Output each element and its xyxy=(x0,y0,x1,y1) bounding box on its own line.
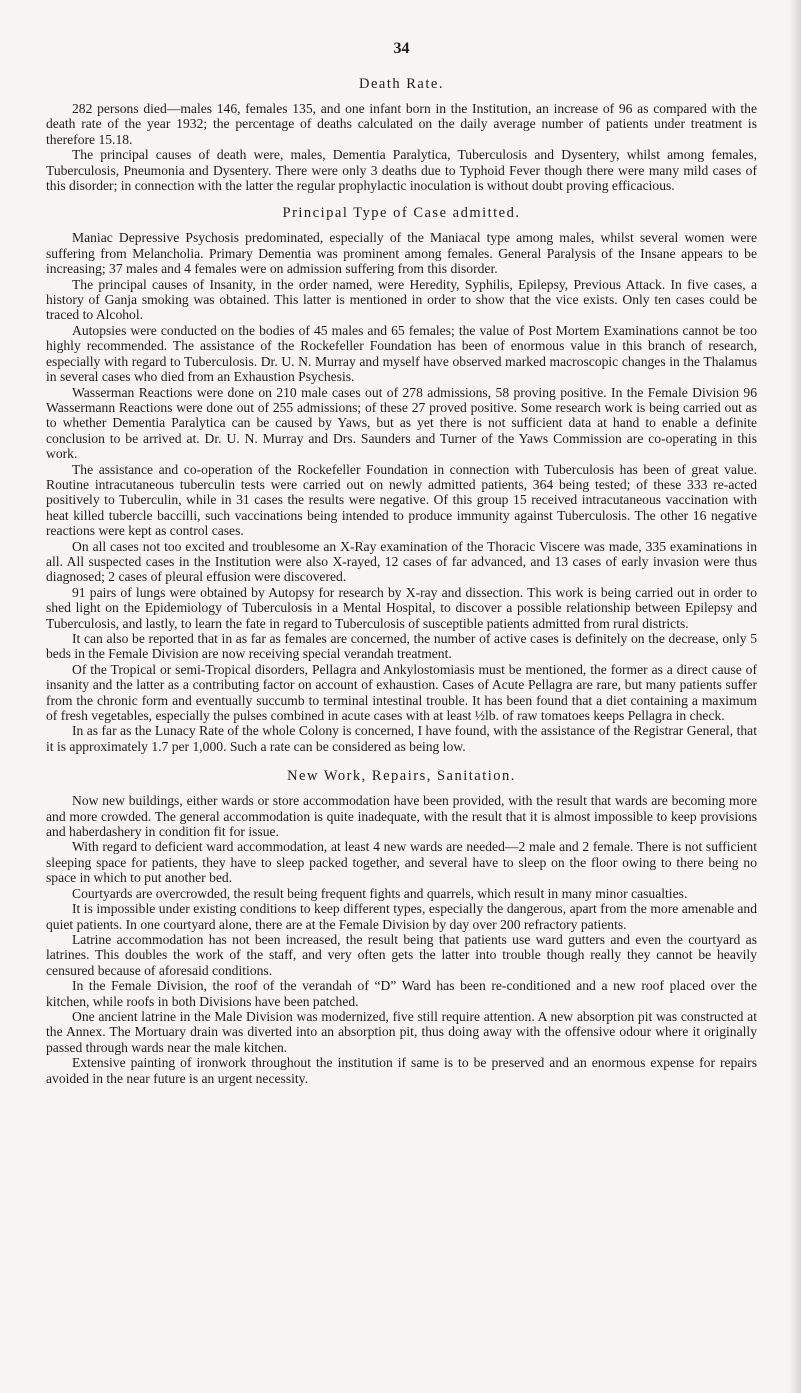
paragraph: The principal causes of death were, males, Dementia Paralytica, Tuberculosis and Dysentery, whilst among females, Tuberculosis, Pneumonia and Dysentery. There were only 3 deaths due to Typhoid Fever though there were many mild cases of this disorder; in connection with the latter the regular prophylactic inoculation is without doubt proving efficacious. xyxy=(46,147,757,194)
paragraph: Wasserman Reactions were done on 210 male cases out of 278 admissions, 58 proving positive. In the Female Division 96 Wassermann Reactions were done out of 255 admissions; of these 27 proved positive. Some research work is being carried out as to whether Dementia Paralytica can be caused by Yaws, but as yet there is not sufficient data at hand to enable a definite conclusion to be arrived at. Dr. U. N. Murray and Drs. Saunders and Turner of the Yaws Commission are co-operating in this work. xyxy=(46,384,757,462)
paragraph: The principal causes of Insanity, in the order named, were Heredity, Syphilis, Epilepsy, Previous Attack. In five cases, a history of Ganja smoking was obtained. This latter is mentioned in order to show that the vice exists. Only ten cases could be traced to Alcohol. xyxy=(46,276,757,323)
paragraph: Extensive painting of ironwork throughout the institution if same is to be preserved and an enormous expense for repairs avoided in the near future is an urgent necessity. xyxy=(46,1055,757,1086)
paragraph: In the Female Division, the roof of the verandah of “D” Ward has been re-conditioned and a new roof placed over the kitchen, while roofs in both Divisions have been patched. xyxy=(46,978,757,1009)
paragraph: Of the Tropical or semi-Tropical disorders, Pellagra and Ankylostomiasis must be mentioned, the former as a direct cause of insanity and the latter as a contributing factor on account of exhaustion. Cases of Acute Pellagra are rare, but many patients suffer from the chronic form and eventually succumb to terminal intestinal trouble. It has been found that a diet containing a maximum of fresh vegetables, especially the pulses combined in acute cases with at least ½lb. of raw tomatoes keeps Pellagra in check. xyxy=(46,661,757,724)
section-new-work xyxy=(46,768,757,1086)
section-heading: New Work, Repairs, Sanitation. xyxy=(287,768,516,785)
paragraph: Maniac Depressive Psychosis predominated, especially of the Maniacal type among males, whilst several women were suffering from Melancholia. Primary Dementia was prominent among females. General Paralysis of the Insane appears to be increasing; 37 males and 4 females were on admission suffering from this disorder. xyxy=(46,230,757,277)
section-principal-type xyxy=(46,205,757,754)
paragraph: Courtyards are overcrowded, the result being frequent fights and quarrels, which result in many minor casualties. xyxy=(72,885,688,901)
paragraph: On all cases not too excited and troublesome an X-Ray examination of the Thoracic Viscere was made, 335 examinations in all. All suspected cases in the Institution were also X-rayed, 12 cases of far advanced, and 13 cases of early invasion were thus diagnosed; 2 cases of pleural effusion were discovered. xyxy=(46,538,757,585)
paragraph: It is impossible under existing conditions to keep different types, especially the dangerous, apart from the more amenable and quiet patients. In one courtyard alone, there are at the Female Division by day over 200 refractory patients. xyxy=(46,901,757,932)
paragraph: 91 pairs of lungs were obtained by Autopsy for research by X-ray and dissection. This work is being carried out in order to shed light on the Epidemiology of Tuberculosis in a Mental Hospital, to discover a possible relationship between Epilepsy and Tuberculosis, and lastly, to learn the fate in regard to Tuberculosis of susceptible patients admitted from rural districts. xyxy=(46,584,757,631)
section-heading: Death Rate. xyxy=(359,76,444,92)
page-edge-shadow xyxy=(789,0,801,1393)
paragraph: One ancient latrine in the Male Division was modernized, five still require attention. A new absorption pit was constructed at the Annex. The Mortuary drain was diverted into an absorption pit, thus doing away with the offensive odour where it originally passed through wards near the male kitchen. xyxy=(46,1008,757,1055)
paragraph: In as far as the Lunacy Rate of the whole Colony is concerned, I have found, with the assistance of the Registrar General, that it is approximately 1.7 per 1,000. Such a rate can be considered as being low. xyxy=(46,723,757,754)
section-death-rate xyxy=(46,76,757,193)
paragraph: 282 persons died—males 146, females 135, and one infant born in the Institution, an increase of 96 as compared with the death rate of the year 1932; the percentage of deaths calculated on the daily average number of patients under treatment is therefore 15.18. xyxy=(46,101,757,147)
paragraph: Latrine accommodation has not been increased, the result being that patients use ward gutters and even the courtyard as latrines. This doubles the work of the staff, and very often gets the latter into trouble though really they cannot be heavily censured because of aforesaid conditions. xyxy=(46,931,757,978)
paragraph: The assistance and co-operation of the Rockefeller Foundation in connection with Tuberculosis has been of great value. Routine intracutaneous tuberculin tests were carried out on newly admitted patients, 364 being tested; of these 333 re-acted positively to Tuberculin, while in 31 cases the results were negative. Of this group 15 received intracutaneous vaccination with heat killed tubercle baccilli, such vaccinations being intended to produce immunity against Tuberculosis. The other 16 negative reactions were kept as control cases. xyxy=(46,461,757,539)
paragraph: It can also be reported that in as far as females are concerned, the number of active cases is definitely on the decrease, only 5 beds in the Female Division are now receiving special verandah treatment. xyxy=(46,631,757,662)
paragraph: Now new buildings, either wards or store accommodation have been provided, with the result that wards are becoming more and more crowded. The general accommodation is quite inadequate, with the result that it is almost impossible to keep provisions and haberdashery in condition fit for issue. xyxy=(46,793,757,840)
page-number: 34 xyxy=(393,40,410,57)
section-heading: Principal Type of Case admitted. xyxy=(282,205,521,222)
paragraph: With regard to deficient ward accommodation, at least 4 new wards are needed—2 male and 2 female. There is not sufficient sleeping space for patients, they have to sleep packed together, and several have to sleep on the floor owing to there being no space in which to put another bed. xyxy=(46,839,757,886)
paragraph: Autopsies were conducted on the bodies of 45 males and 65 females; the value of Post Mortem Examinations cannot be too highly recommended. The assistance of the Rockefeller Foundation has been of enormous value in this branch of research, especially with regard to Tuberculosis. Dr. U. N. Murray and myself have observed marked macroscopic changes in the Thalamus in several cases who died from an Exhaustion Psychesis. xyxy=(46,322,757,385)
